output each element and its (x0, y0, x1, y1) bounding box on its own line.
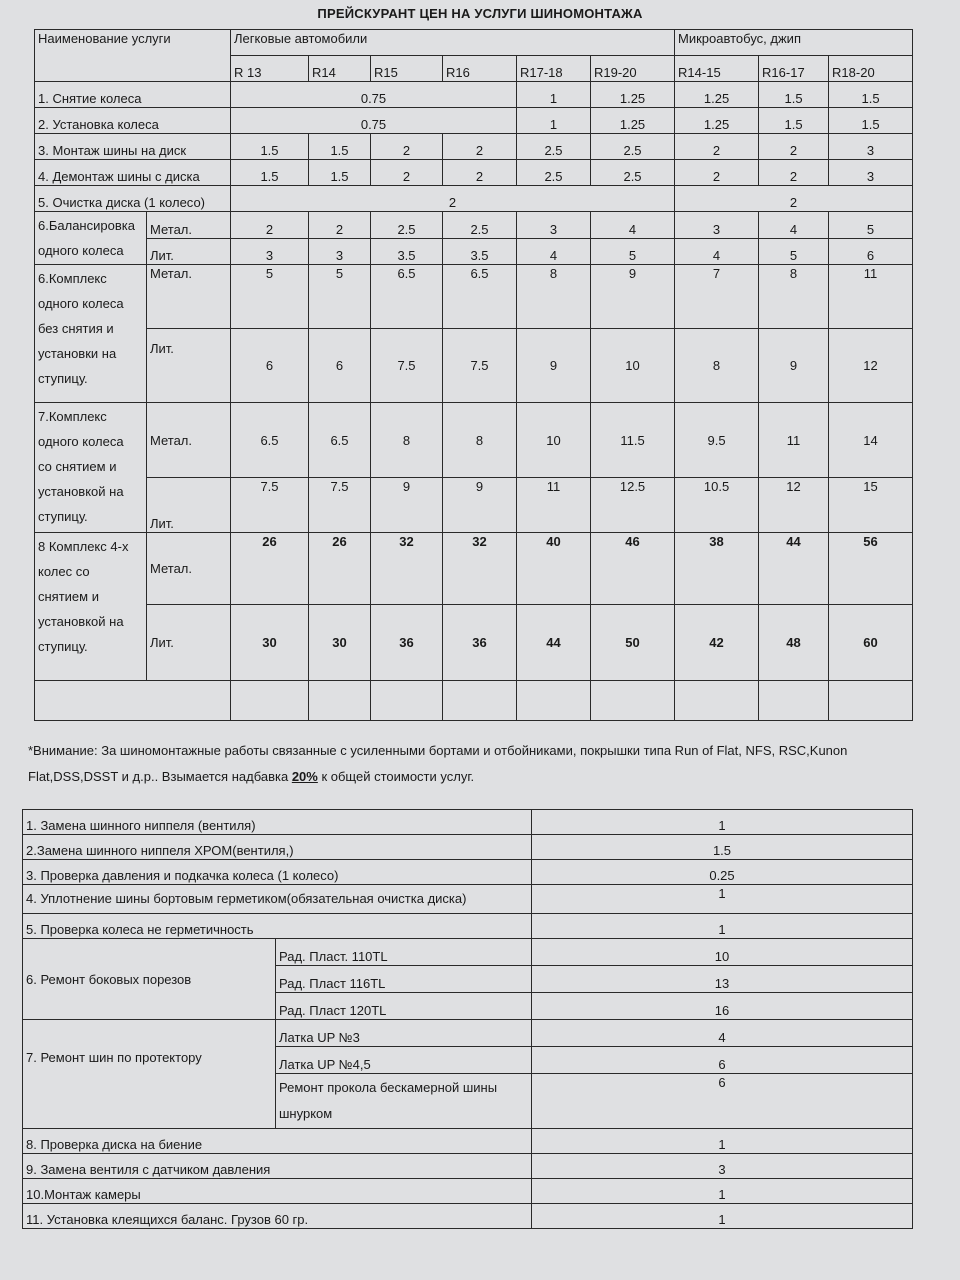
price-cell: 30 (309, 605, 371, 681)
size-header: R17-18 (517, 56, 591, 82)
service-name: 5. Проверка колеса не герметичность (23, 914, 532, 939)
price-cell: 2 (759, 160, 829, 186)
price-cell: 1 (532, 1179, 913, 1204)
price-cell: 6.5 (443, 265, 517, 329)
price-cell: 3 (829, 160, 913, 186)
price-cell: 2 (759, 134, 829, 160)
size-header: R15 (371, 56, 443, 82)
table-row (35, 212, 913, 239)
service-name: 2. Установка колеса (35, 108, 231, 134)
price-cell: 40 (517, 533, 591, 605)
price-cell: 1.5 (759, 108, 829, 134)
sub-label: Ремонт прокола бескамерной шины шнурком (276, 1074, 532, 1129)
price-cell: 1.25 (591, 108, 675, 134)
type-label: Лит. (147, 329, 231, 403)
service-name: 8 Комплекс 4-х колес со снятием и установкой на ступицу. (35, 533, 147, 681)
sub-label: Рад. Пласт. 110TL (276, 939, 532, 966)
table-row (23, 1020, 913, 1047)
price-cell: 2 (675, 186, 913, 212)
service-name: 7.Комплекс одного колеса со снятием и установкой на ступицу. (35, 403, 147, 533)
empty-cell (443, 681, 517, 721)
price-cell: 0.25 (532, 860, 913, 885)
table-row (23, 885, 913, 914)
empty-cell (829, 681, 913, 721)
price-cell: 48 (759, 605, 829, 681)
price-cell: 7.5 (309, 478, 371, 533)
price-cell: 9 (759, 329, 829, 403)
price-cell: 5 (309, 265, 371, 329)
price-cell: 8 (759, 265, 829, 329)
surcharge-note (28, 738, 938, 790)
price-cell: 26 (309, 533, 371, 605)
price-cell: 10 (517, 403, 591, 478)
table-row (35, 108, 913, 134)
price-cell: 50 (591, 605, 675, 681)
price-cell: 15 (829, 478, 913, 533)
table-row (35, 605, 913, 681)
price-cell: 1.5 (829, 82, 913, 108)
price-cell: 3 (829, 134, 913, 160)
price-cell: 11 (829, 265, 913, 329)
service-name: 2.Замена шинного ниппеля ХРОМ(вентиля,) (23, 835, 532, 860)
price-cell: 1.5 (231, 160, 309, 186)
table-row (35, 329, 913, 403)
table-row (35, 533, 913, 605)
price-cell: 1 (532, 1204, 913, 1229)
price-cell: 2 (675, 160, 759, 186)
price-cell: 13 (532, 966, 913, 993)
type-label: Метал. (147, 265, 231, 329)
price-cell: 44 (759, 533, 829, 605)
price-cell: 2.5 (517, 160, 591, 186)
price-cell: 42 (675, 605, 759, 681)
price-cell: 14 (829, 403, 913, 478)
service-name: 4. Демонтаж шины с диска (35, 160, 231, 186)
service-name: 6.Балансировка одного колеса (35, 212, 147, 265)
table-row (23, 835, 913, 860)
service-name: 1. Замена шинного ниппеля (вентиля) (23, 810, 532, 835)
price-cell: 9 (517, 329, 591, 403)
price-cell: 56 (829, 533, 913, 605)
price-cell: 26 (231, 533, 309, 605)
empty-cell (517, 681, 591, 721)
price-cell: 1 (532, 810, 913, 835)
service-name: 8. Проверка диска на биение (23, 1129, 532, 1154)
price-cell: 1 (532, 1129, 913, 1154)
price-cell: 3 (231, 238, 309, 265)
price-cell: 5 (231, 265, 309, 329)
price-cell: 8 (517, 265, 591, 329)
price-cell: 8 (371, 403, 443, 478)
note-text-1: *Внимание: За шиномонтажные работы связанные с усиленными бортами и отбойниками, покрышки типа Run of Flat, NFS, RSC,Kunon Flat,DSS,DSST и д.р.. Взымается надбавка (28, 743, 848, 784)
table-row (23, 939, 913, 966)
price-cell: 5 (829, 212, 913, 239)
price-cell: 3 (675, 212, 759, 239)
service-name: 1. Снятие колеса (35, 82, 231, 108)
table-row (35, 265, 913, 329)
price-cell: 9 (591, 265, 675, 329)
price-cell: 6 (532, 1074, 913, 1129)
price-cell: 4 (532, 1020, 913, 1047)
price-cell: 2.5 (443, 212, 517, 239)
empty-cell (591, 681, 675, 721)
price-cell: 0.75 (231, 108, 517, 134)
size-header: R14 (309, 56, 371, 82)
empty-cell (371, 681, 443, 721)
empty-cell (675, 681, 759, 721)
price-cell: 2 (443, 160, 517, 186)
service-name: 3. Проверка давления и подкачка колеса (1 колесо) (23, 860, 532, 885)
size-header: R18-20 (829, 56, 913, 82)
price-cell: 8 (443, 403, 517, 478)
price-cell: 30 (231, 605, 309, 681)
note-text-2: к общей стоимости услуг. (317, 769, 475, 784)
service-name: 9. Замена вентиля с датчиком давления (23, 1154, 532, 1179)
size-header: R16-17 (759, 56, 829, 82)
price-cell: 1.5 (309, 134, 371, 160)
empty-row (35, 681, 913, 721)
service-name: 5. Очистка диска (1 колесо) (35, 186, 231, 212)
table-row (35, 238, 913, 265)
type-label: Метал. (147, 403, 231, 478)
price-cell: 16 (532, 993, 913, 1020)
price-table-main (34, 29, 913, 721)
price-cell: 2 (371, 160, 443, 186)
table-row (23, 1204, 913, 1229)
price-cell: 9 (443, 478, 517, 533)
price-cell: 1 (532, 914, 913, 939)
table-row (35, 160, 913, 186)
type-label: Лит. (147, 238, 231, 265)
price-cell: 32 (443, 533, 517, 605)
table-row (35, 403, 913, 478)
price-cell: 2.5 (591, 134, 675, 160)
price-cell: 3 (309, 238, 371, 265)
price-cell: 38 (675, 533, 759, 605)
price-cell: 1 (517, 108, 591, 134)
sub-label: Рад. Пласт 120TL (276, 993, 532, 1020)
price-cell: 2.5 (591, 160, 675, 186)
price-cell: 1 (532, 885, 913, 914)
price-cell: 1.25 (591, 82, 675, 108)
price-cell: 9.5 (675, 403, 759, 478)
price-cell: 1.5 (309, 160, 371, 186)
empty-cell (309, 681, 371, 721)
price-cell: 3 (532, 1154, 913, 1179)
price-cell: 9 (371, 478, 443, 533)
type-label: Лит. (147, 605, 231, 681)
sub-label: Латка UP №3 (276, 1020, 532, 1047)
price-cell: 36 (443, 605, 517, 681)
price-cell: 1.5 (532, 835, 913, 860)
price-cell: 2 (231, 212, 309, 239)
empty-cell (759, 681, 829, 721)
price-cell: 7.5 (371, 329, 443, 403)
header-cars: Легковые автомобили (231, 30, 675, 56)
price-cell: 6.5 (371, 265, 443, 329)
table-row (23, 1129, 913, 1154)
price-cell: 32 (371, 533, 443, 605)
size-header: R19-20 (591, 56, 675, 82)
price-cell: 1 (517, 82, 591, 108)
price-cell: 1.25 (675, 82, 759, 108)
table-row (35, 186, 913, 212)
header-vans: Микроавтобус, джип (675, 30, 913, 56)
price-cell: 2 (309, 212, 371, 239)
price-cell: 11.5 (591, 403, 675, 478)
type-label: Метал. (147, 533, 231, 605)
price-cell: 1.5 (759, 82, 829, 108)
price-cell: 36 (371, 605, 443, 681)
price-cell: 6 (829, 238, 913, 265)
price-cell: 2.5 (517, 134, 591, 160)
page-title: ПРЕЙСКУРАНТ ЦЕН НА УСЛУГИ ШИНОМОНТАЖА (317, 6, 643, 21)
price-cell: 6 (309, 329, 371, 403)
price-cell: 3 (517, 212, 591, 239)
table-row (23, 914, 913, 939)
price-cell: 2.5 (371, 212, 443, 239)
price-cell: 2 (675, 134, 759, 160)
price-cell: 5 (591, 238, 675, 265)
price-cell: 12.5 (591, 478, 675, 533)
price-cell: 7.5 (231, 478, 309, 533)
empty-cell (231, 681, 309, 721)
table-row (23, 810, 913, 835)
type-label: Метал. (147, 212, 231, 239)
price-cell: 10 (591, 329, 675, 403)
table-row (23, 860, 913, 885)
price-cell: 2 (443, 134, 517, 160)
price-cell: 12 (759, 478, 829, 533)
empty-cell (35, 681, 231, 721)
price-cell: 6 (231, 329, 309, 403)
price-cell: 60 (829, 605, 913, 681)
price-cell: 7.5 (443, 329, 517, 403)
price-cell: 3.5 (371, 238, 443, 265)
price-cell: 4 (517, 238, 591, 265)
size-header: R 13 (231, 56, 309, 82)
price-cell: 46 (591, 533, 675, 605)
price-cell: 6.5 (309, 403, 371, 478)
price-cell: 6 (532, 1047, 913, 1074)
table-row (35, 82, 913, 108)
price-cell: 11 (759, 403, 829, 478)
price-cell: 10 (532, 939, 913, 966)
price-cell: 8 (675, 329, 759, 403)
price-cell: 2 (371, 134, 443, 160)
price-cell: 4 (591, 212, 675, 239)
service-name: 7. Ремонт шин по протектору (23, 1020, 276, 1129)
price-cell: 7 (675, 265, 759, 329)
price-cell: 1.25 (675, 108, 759, 134)
price-cell: 11 (517, 478, 591, 533)
price-cell: 3.5 (443, 238, 517, 265)
size-header: R16 (443, 56, 517, 82)
price-cell: 44 (517, 605, 591, 681)
price-table-extra (22, 809, 913, 1229)
price-cell: 4 (675, 238, 759, 265)
price-cell: 2 (231, 186, 675, 212)
price-cell: 10.5 (675, 478, 759, 533)
price-cell: 1.5 (829, 108, 913, 134)
type-label: Лит. (147, 478, 231, 533)
table-row (23, 1154, 913, 1179)
sub-label: Рад. Пласт 116TL (276, 966, 532, 993)
note-percent: 20% (291, 769, 318, 784)
price-cell: 4 (759, 212, 829, 239)
service-name: 3. Монтаж шины на диск (35, 134, 231, 160)
service-name: 6. Ремонт боковых порезов (23, 939, 276, 1020)
sub-label: Латка UP №4,5 (276, 1047, 532, 1074)
price-cell: 5 (759, 238, 829, 265)
service-name: 6.Комплекс одного колеса без снятия и установки на ступицу. (35, 265, 147, 403)
header-service: Наименование услуги (35, 30, 231, 82)
service-name: 11. Установка клеящихся баланс. Грузов 60 гр. (23, 1204, 532, 1229)
price-cell: 12 (829, 329, 913, 403)
price-cell: 0.75 (231, 82, 517, 108)
price-cell: 6.5 (231, 403, 309, 478)
price-cell: 1.5 (231, 134, 309, 160)
size-header: R14-15 (675, 56, 759, 82)
table-row (35, 134, 913, 160)
service-name: 4. Уплотнение шины бортовым герметиком(обязательная очистка диска) (23, 885, 532, 914)
service-name: 10.Монтаж камеры (23, 1179, 532, 1204)
table-row (23, 1179, 913, 1204)
table-row (35, 478, 913, 533)
